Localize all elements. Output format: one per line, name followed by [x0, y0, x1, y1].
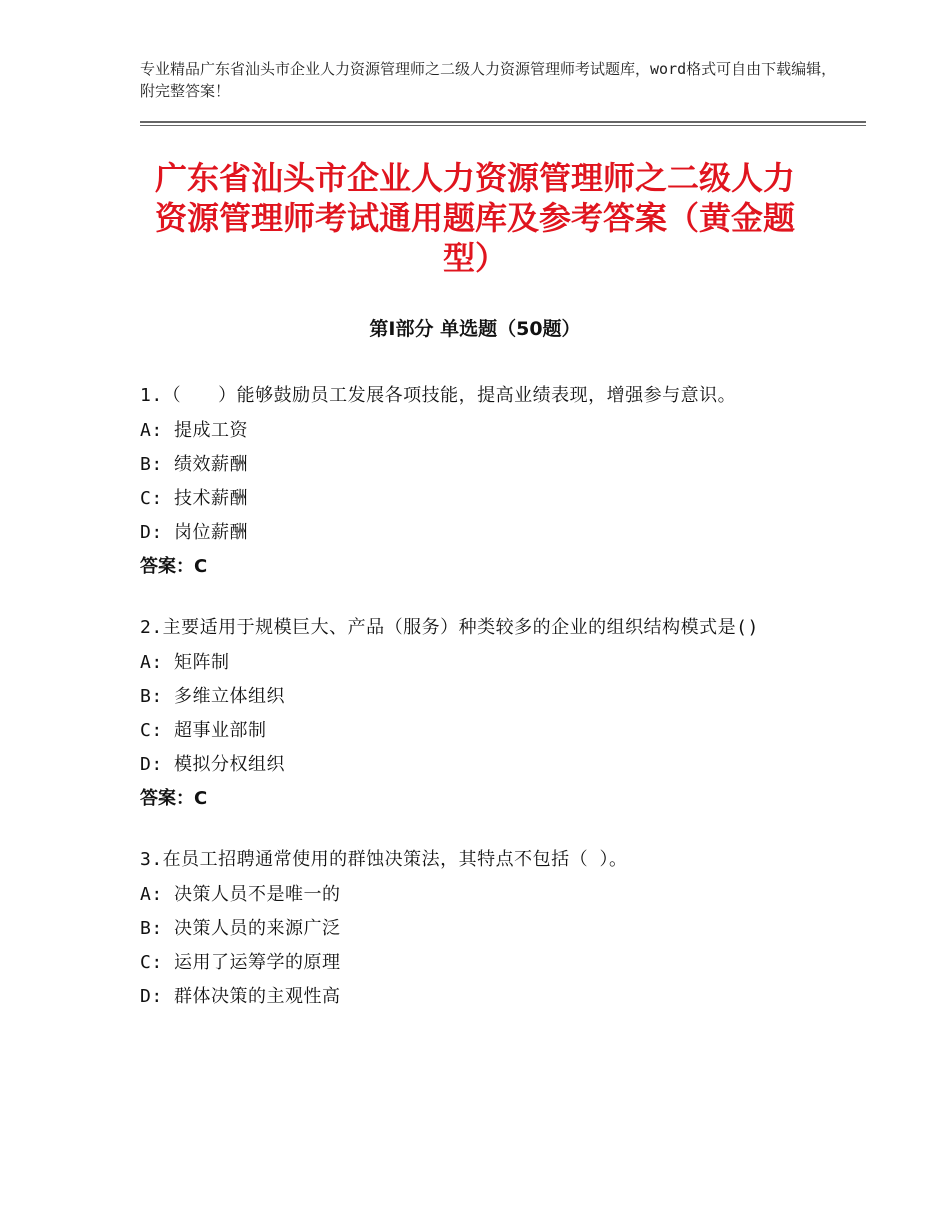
option-text: 运用了运筹学的原理 — [174, 952, 341, 973]
option-text: 技术薪酬 — [174, 488, 248, 509]
option-text: 超事业部制 — [174, 720, 267, 741]
question-2 — [140, 612, 810, 816]
option-text: 决策人员的来源广泛 — [174, 918, 341, 939]
question-list — [140, 380, 810, 1042]
option-letter: D: — [140, 754, 163, 775]
option-d — [140, 748, 810, 782]
option-text: 多维立体组织 — [174, 686, 285, 707]
option-letter: B: — [140, 918, 163, 939]
option-letter: C: — [140, 952, 163, 973]
option-letter: A: — [140, 652, 163, 673]
option-d — [140, 980, 810, 1014]
question-1 — [140, 380, 810, 584]
question-stem: 3.在员工招聘通常使用的群蚀决策法，其特点不包括（ ）。 — [140, 849, 628, 870]
option-c — [140, 946, 810, 980]
option-letter: C: — [140, 488, 163, 509]
option-letter: D: — [140, 986, 163, 1007]
option-c — [140, 482, 810, 516]
header-rule-thin — [140, 125, 866, 126]
option-text: 绩效薪酬 — [174, 454, 248, 475]
document-title: 广东省汕头市企业人力资源管理师之二级人力资源管理师考试通用题库及参考答案（黄金题型） — [154, 159, 795, 277]
option-b — [140, 448, 810, 482]
option-b — [140, 912, 810, 946]
option-letter: B: — [140, 686, 163, 707]
header-rule — [140, 121, 866, 123]
question-stem: 2.主要适用于规模巨大、产品（服务）种类较多的企业的组织结构模式是() — [140, 617, 759, 638]
option-letter: D: — [140, 522, 163, 543]
option-letter: B: — [140, 454, 163, 475]
option-text: 岗位薪酬 — [174, 522, 248, 543]
option-a — [140, 414, 810, 448]
answer: 答案：C — [140, 788, 208, 809]
option-c — [140, 714, 810, 748]
option-text: 群体决策的主观性高 — [174, 986, 341, 1007]
option-letter: A: — [140, 884, 163, 905]
option-text: 决策人员不是唯一的 — [174, 884, 341, 905]
option-b — [140, 680, 810, 714]
option-letter: A: — [140, 420, 163, 441]
option-letter: C: — [140, 720, 163, 741]
question-stem: 1.（ ）能够鼓励员工发展各项技能，提高业绩表现，增强参与意识。 — [140, 385, 737, 406]
option-text: 提成工资 — [174, 420, 248, 441]
option-text: 模拟分权组织 — [174, 754, 285, 775]
option-a — [140, 646, 810, 680]
option-text: 矩阵制 — [174, 652, 230, 673]
section-heading: 第Ⅰ部分 单选题（50题） — [369, 318, 581, 340]
answer: 答案：C — [140, 556, 208, 577]
option-d — [140, 516, 810, 550]
option-a — [140, 878, 810, 912]
header-note: 专业精品广东省汕头市企业人力资源管理师之二级人力资源管理师考试题库，word格式可自由下载编辑，附完整答案！ — [140, 60, 837, 100]
question-3 — [140, 844, 810, 1014]
